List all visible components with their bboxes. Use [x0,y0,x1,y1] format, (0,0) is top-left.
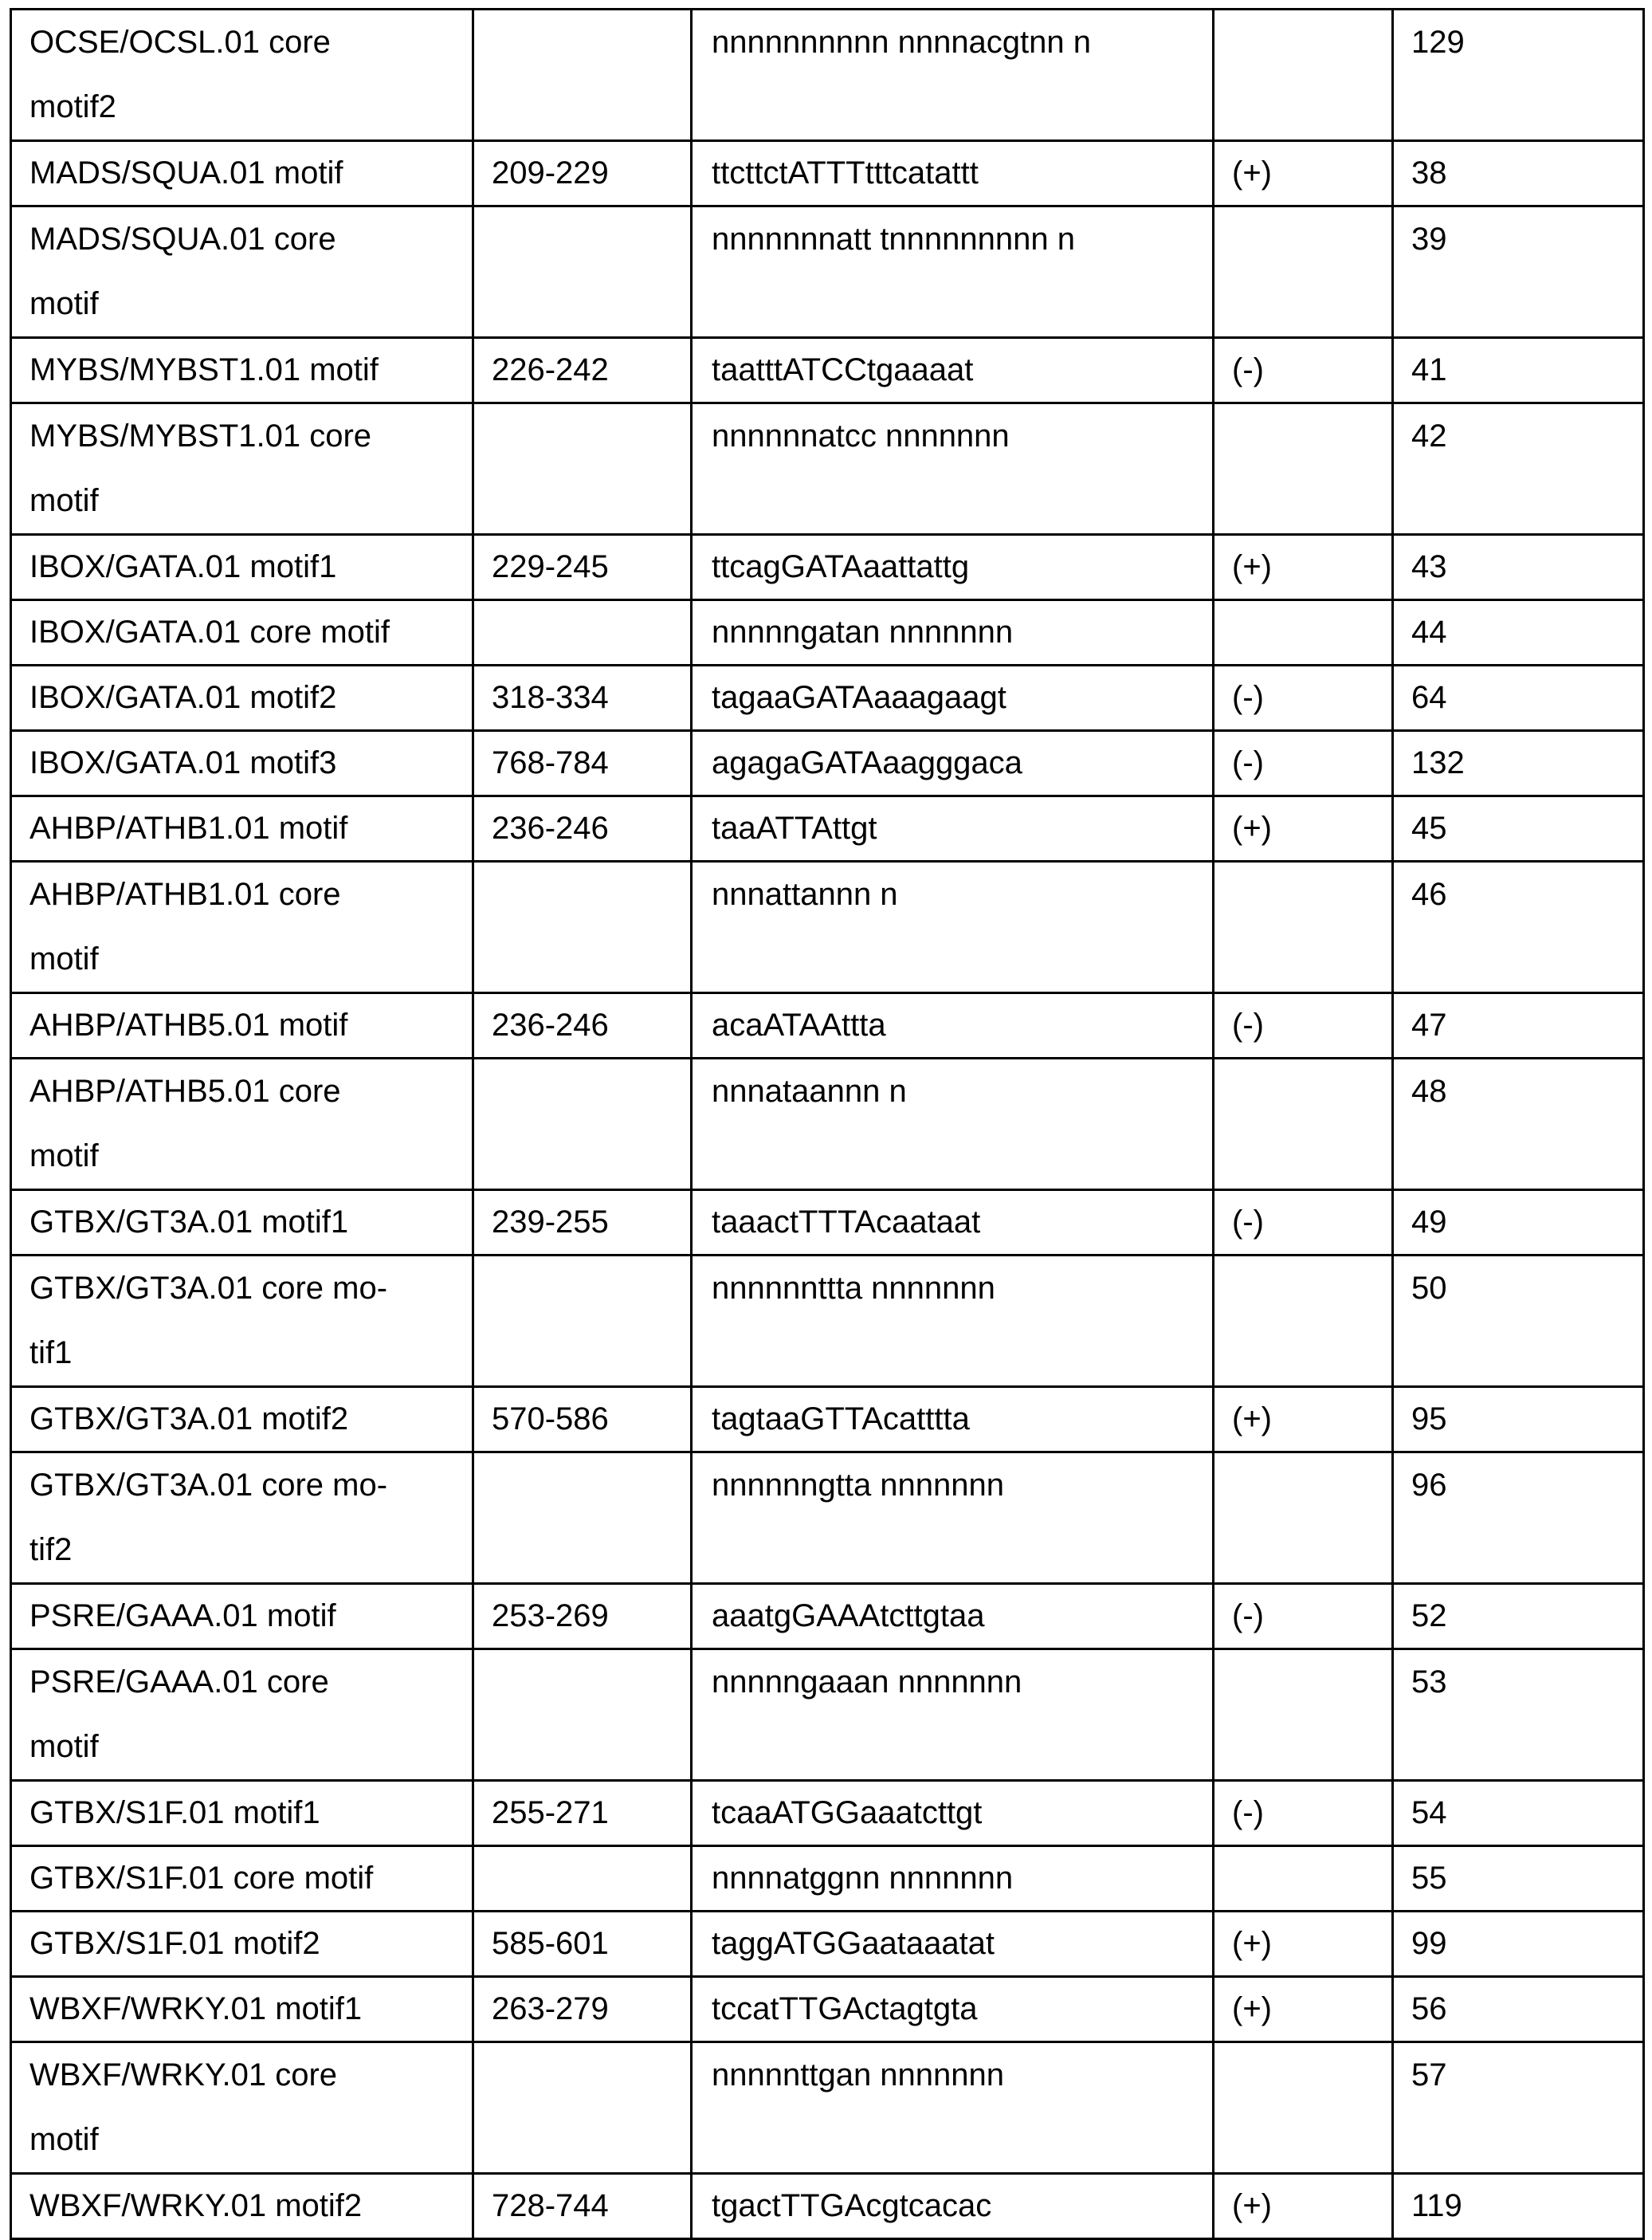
sequence-cell: nnnattannn n [692,862,1214,993]
motif-name-line: GTBX/GT3A.01 core mo- [29,1468,388,1503]
sequence-cell: taaATTAttgt [692,796,1214,862]
table-row [11,403,1644,535]
seq-id-cell: 42 [1393,403,1644,535]
motif-name-line: GTBX/GT3A.01 core mo- [29,1271,388,1306]
motif-name-line: tif2 [29,1532,73,1567]
motif-name-cell [11,993,473,1059]
strand-cell [1214,1649,1393,1781]
strand-cell: (+) [1214,1387,1393,1452]
motif-name-cell [11,1059,473,1190]
sequence-cell: aaatgGAAAtcttgtaa [692,1584,1214,1649]
position-cell [473,2042,692,2174]
sequence-cell: nnnnnnatcc nnnnnnn [692,403,1214,535]
position-cell: 209-229 [473,141,692,206]
seq-id-cell: 64 [1393,666,1644,731]
motif-name-cell [11,731,473,796]
table-row [11,1452,1644,1584]
sequence-cell: tcaaATGGaaatcttgt [692,1781,1214,1846]
seq-id-cell: 54 [1393,1781,1644,1846]
motif-name-cell [11,2174,473,2239]
position-cell [473,1846,692,1912]
strand-cell [1214,10,1393,141]
table-row [11,1387,1644,1452]
motif-name-line: tif1 [29,1335,73,1370]
strand-cell: (-) [1214,1781,1393,1846]
strand-cell: (+) [1214,141,1393,206]
motif-name-line: motif [29,286,99,321]
seq-id-cell: 38 [1393,141,1644,206]
position-cell [473,1059,692,1190]
table-row [11,1584,1644,1649]
sequence-cell: ttcagGATAaattattg [692,535,1214,600]
strand-cell: (+) [1214,796,1393,862]
motif-name-cell [11,796,473,862]
motif-table-container [10,8,1645,2240]
motif-name-cell [11,600,473,666]
position-cell [473,10,692,141]
motif-name-line: IBOX/GATA.01 motif1 [29,549,337,584]
sequence-cell: taggATGGaataaatat [692,1912,1214,1977]
motif-name-line: WBXF/WRKY.01 motif1 [29,1991,363,2026]
strand-cell: (-) [1214,1190,1393,1256]
motif-name-cell [11,1781,473,1846]
motif-name-cell [11,862,473,993]
strand-cell: (-) [1214,731,1393,796]
seq-id-cell: 44 [1393,600,1644,666]
motif-name-line: motif2 [29,89,116,124]
motif-name-line: AHBP/ATHB5.01 motif [29,1008,348,1043]
motif-name-line: MYBS/MYBST1.01 motif [29,352,379,387]
position-cell: 255-271 [473,1781,692,1846]
sequence-cell: nnnnngatan nnnnnnn [692,600,1214,666]
sequence-cell: acaATAAttta [692,993,1214,1059]
position-cell [473,862,692,993]
table-row [11,862,1644,993]
strand-cell: (+) [1214,2174,1393,2239]
motif-name-line: GTBX/S1F.01 motif2 [29,1926,320,1961]
position-cell: 570-586 [473,1387,692,1452]
position-cell [473,206,692,338]
table-row [11,1912,1644,1977]
position-cell [473,1256,692,1387]
seq-id-cell: 96 [1393,1452,1644,1584]
motif-name-line: motif [29,2122,99,2157]
position-cell: 728-744 [473,2174,692,2239]
seq-id-cell: 52 [1393,1584,1644,1649]
motif-name-line: motif [29,941,99,977]
strand-cell: (+) [1214,1912,1393,1977]
motif-name-line: GTBX/GT3A.01 motif2 [29,1401,349,1436]
strand-cell [1214,2042,1393,2174]
seq-id-cell: 53 [1393,1649,1644,1781]
table-row [11,141,1644,206]
motif-name-cell [11,403,473,535]
position-cell: 585-601 [473,1912,692,1977]
motif-name-line: IBOX/GATA.01 core motif [29,615,390,650]
sequence-cell: nnnnnnnnnn nnnnacgtnn n [692,10,1214,141]
strand-cell: (-) [1214,993,1393,1059]
position-cell: 263-279 [473,1977,692,2042]
table-row [11,1059,1644,1190]
table-row [11,731,1644,796]
sequence-cell: nnnataannn n [692,1059,1214,1190]
strand-cell [1214,403,1393,535]
sequence-cell: tagaaGATAaaagaagt [692,666,1214,731]
table-row [11,10,1644,141]
sequence-cell: nnnnnngtta nnnnnnn [692,1452,1214,1584]
motif-name-line: WBXF/WRKY.01 motif2 [29,2188,363,2223]
seq-id-cell: 43 [1393,535,1644,600]
position-cell: 318-334 [473,666,692,731]
position-cell [473,600,692,666]
motif-name-line: AHBP/ATHB5.01 core [29,1074,341,1109]
motif-name-cell [11,1190,473,1256]
strand-cell: (-) [1214,338,1393,403]
seq-id-cell: 132 [1393,731,1644,796]
table-row [11,206,1644,338]
table-row [11,1190,1644,1256]
strand-cell [1214,600,1393,666]
seq-id-cell: 95 [1393,1387,1644,1452]
position-cell: 768-784 [473,731,692,796]
table-row [11,1256,1644,1387]
motif-name-cell [11,206,473,338]
sequence-cell: nnnnnnnatt tnnnnnnnnn n [692,206,1214,338]
motif-name-line: GTBX/GT3A.01 motif1 [29,1204,349,1240]
motif-name-cell [11,1846,473,1912]
strand-cell [1214,1452,1393,1584]
motif-name-cell [11,535,473,600]
sequence-cell: nnnnatggnn nnnnnnn [692,1846,1214,1912]
motif-name-line: WBXF/WRKY.01 core [29,2057,338,2093]
motif-name-cell [11,141,473,206]
sequence-cell: tagtaaGTTAcatttta [692,1387,1214,1452]
table-row [11,666,1644,731]
motif-table-body [11,10,1644,2239]
motif-table [10,8,1645,2240]
table-row [11,338,1644,403]
table-row [11,600,1644,666]
seq-id-cell: 39 [1393,206,1644,338]
seq-id-cell: 119 [1393,2174,1644,2239]
motif-name-line: IBOX/GATA.01 motif2 [29,680,337,715]
seq-id-cell: 48 [1393,1059,1644,1190]
table-row [11,993,1644,1059]
motif-name-cell [11,10,473,141]
position-cell [473,1452,692,1584]
sequence-cell: ttcttctATTTtttcatattt [692,141,1214,206]
position-cell: 236-246 [473,993,692,1059]
motif-name-line: OCSE/OCSL.01 core [29,25,331,60]
position-cell [473,403,692,535]
motif-name-cell [11,2042,473,2174]
strand-cell: (-) [1214,1584,1393,1649]
motif-name-line: motif [29,483,99,518]
table-row [11,1649,1644,1781]
seq-id-cell: 55 [1393,1846,1644,1912]
table-row [11,796,1644,862]
strand-cell [1214,862,1393,993]
motif-name-line: AHBP/ATHB1.01 core [29,877,341,912]
sequence-cell: tccatTTGActagtgta [692,1977,1214,2042]
motif-name-line: GTBX/S1F.01 core motif [29,1861,374,1896]
motif-name-cell [11,1584,473,1649]
seq-id-cell: 99 [1393,1912,1644,1977]
motif-name-cell [11,338,473,403]
strand-cell [1214,1256,1393,1387]
table-row [11,2042,1644,2174]
motif-name-line: PSRE/GAAA.01 core [29,1664,329,1700]
position-cell: 236-246 [473,796,692,862]
motif-name-cell [11,1912,473,1977]
motif-name-line: motif [29,1729,99,1764]
motif-name-cell [11,1256,473,1387]
seq-id-cell: 129 [1393,10,1644,141]
motif-name-cell [11,1387,473,1452]
motif-name-cell [11,666,473,731]
motif-name-line: IBOX/GATA.01 motif3 [29,745,337,780]
sequence-cell: taatttATCCtgaaaat [692,338,1214,403]
table-row [11,1977,1644,2042]
seq-id-cell: 45 [1393,796,1644,862]
position-cell: 253-269 [473,1584,692,1649]
motif-name-line: AHBP/ATHB1.01 motif [29,811,348,846]
table-row [11,1781,1644,1846]
position-cell: 229-245 [473,535,692,600]
motif-name-line: motif [29,1138,99,1173]
strand-cell [1214,1846,1393,1912]
sequence-cell: nnnnnttgan nnnnnnn [692,2042,1214,2174]
strand-cell [1214,206,1393,338]
position-cell [473,1649,692,1781]
table-row [11,1846,1644,1912]
sequence-cell: tgactTTGAcgtcacac [692,2174,1214,2239]
sequence-cell: nnnnnnttta nnnnnnn [692,1256,1214,1387]
position-cell: 239-255 [473,1190,692,1256]
seq-id-cell: 47 [1393,993,1644,1059]
table-row [11,535,1644,600]
motif-name-line: MADS/SQUA.01 motif [29,155,343,191]
motif-name-line: PSRE/GAAA.01 motif [29,1598,336,1633]
strand-cell: (+) [1214,535,1393,600]
seq-id-cell: 41 [1393,338,1644,403]
table-row [11,2174,1644,2239]
motif-name-line: GTBX/S1F.01 motif1 [29,1795,320,1830]
seq-id-cell: 56 [1393,1977,1644,2042]
seq-id-cell: 49 [1393,1190,1644,1256]
seq-id-cell: 46 [1393,862,1644,993]
sequence-cell: taaactTTTAcaataat [692,1190,1214,1256]
motif-name-line: MADS/SQUA.01 core [29,222,336,257]
motif-name-cell [11,1977,473,2042]
position-cell: 226-242 [473,338,692,403]
strand-cell [1214,1059,1393,1190]
strand-cell: (-) [1214,666,1393,731]
sequence-cell: agagaGATAaagggaca [692,731,1214,796]
motif-name-cell [11,1649,473,1781]
motif-name-cell [11,1452,473,1584]
sequence-cell: nnnnngaaan nnnnnnn [692,1649,1214,1781]
strand-cell: (+) [1214,1977,1393,2042]
motif-name-line: MYBS/MYBST1.01 core [29,419,372,454]
seq-id-cell: 57 [1393,2042,1644,2174]
seq-id-cell: 50 [1393,1256,1644,1387]
